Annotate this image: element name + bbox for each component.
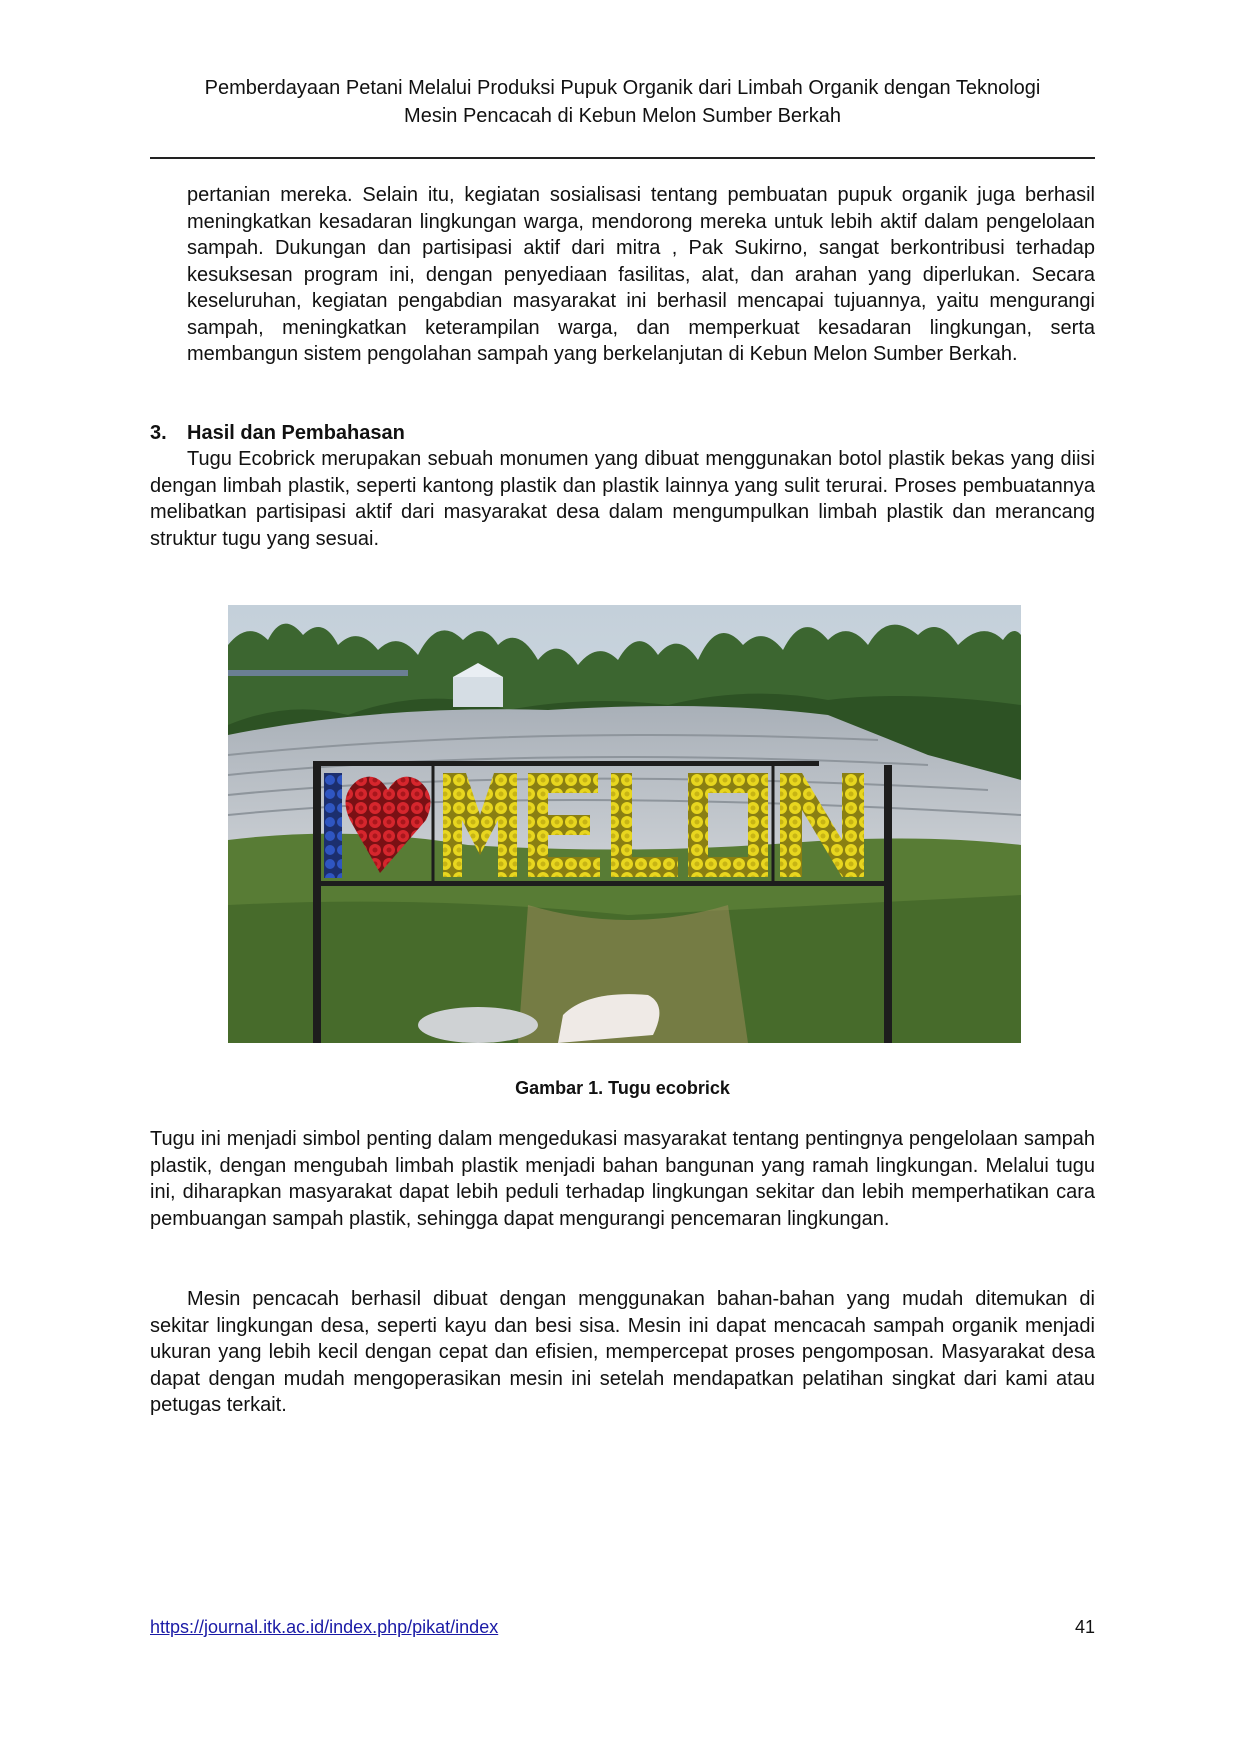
photo-canopy-base [453, 677, 503, 707]
sign-post-left [313, 765, 321, 1043]
page-number: 41 [1074, 1617, 1095, 1637]
after-figure-paragraph: Tugu ini menjadi simbol penting dalam mengedukasi masyarakat tentang pentingnya pengelolaan sampah plastik, dengan mengubah limbah plastik menjadi bahan bangunan yang ramah lingkungan. Melalui tugu ini, diharapkan masyarakat dapat lebih peduli terhadap lingkungan sekitar dan lebih memperhatikan cara pembuangan sampah plastik, sehingga dapat mengurangi pencemaran lingkungan. [150, 1128, 1095, 1230]
photo-shade-frame [228, 670, 408, 676]
sign-frame-bottom [313, 881, 892, 886]
mesin-paragraph: Mesin pencacah berhasil dibuat dengan menggunakan bahan-bahan yang mudah ditemukan di sekitar lingkungan desa, seperti kayu dan besi sisa. Mesin ini dapat mencacah sampah organik menjadi ukuran yang lebih kecil dengan cepat dan efisien, mempercepat proses pengomposan. Masyarakat desa dapat dengan mudah mengoperasikan mesin ini setelah mendapatkan pelatihan singkat dari kami atau petugas terkait. [150, 1288, 1095, 1416]
header-divider [150, 157, 1095, 159]
continuation-paragraph: pertanian mereka. Selain itu, kegiatan sosialisasi tentang pembuatan pupuk organik juga berhasil meningkatkan kesadaran lingkungan warga, mendorong mereka untuk lebih aktif dalam pengelolaan sampah. Dukungan dan partisipasi aktif dari mitra , Pak Sukirno, sangat berkontribusi terhadap kesuksesan program ini, dengan penyediaan fasilitas, alat, dan arahan yang diperlukan. Secara keseluruhan, kegiatan pengabdian masyarakat ini berhasil mencapai tujuannya, yaitu mengurangi sampah, meningkatkan keterampilan warga, dan memperkuat kesadaran lingkungan, serta membangun sistem pengolahan sampah yang berkelanjutan di Kebun Melon Sumber Berkah. [187, 184, 1095, 365]
header-title-line2: Mesin Pencacah di Kebun Melon Sumber Berkah [404, 105, 841, 127]
photo-sack-left [418, 1007, 538, 1043]
sign-letter-i [324, 773, 342, 878]
section-title: Hasil dan Pembahasan [187, 422, 405, 444]
section-number: 3. [150, 422, 167, 444]
running-header [150, 74, 1095, 130]
journal-url-link[interactable]: https://journal.itk.ac.id/index.php/pikat/index [150, 1617, 499, 1637]
header-title-line1: Pemberdayaan Petani Melalui Produksi Pupuk Organik dari Limbah Organik dengan Teknologi [204, 77, 1041, 99]
sign-post-right [884, 765, 892, 1043]
figure-caption: Gambar 1. Tugu ecobrick [515, 1078, 730, 1098]
sign-frame-top [313, 761, 819, 766]
intro-paragraph: Tugu Ecobrick merupakan sebuah monumen yang dibuat menggunakan botol plastik bekas yang diisi dengan limbah plastik, seperti kantong plastik dan plastik lainnya yang sulit terurai. Proses pembuatannya melibatkan partisipasi aktif dari masyarakat desa dalam mengumpulkan limbah plastik dan merancang struktur tugu yang sesuai. [150, 448, 1095, 550]
figure-photo-ecobrick [228, 605, 1021, 1043]
section-heading [150, 420, 405, 446]
sign-letter-e [528, 773, 600, 877]
